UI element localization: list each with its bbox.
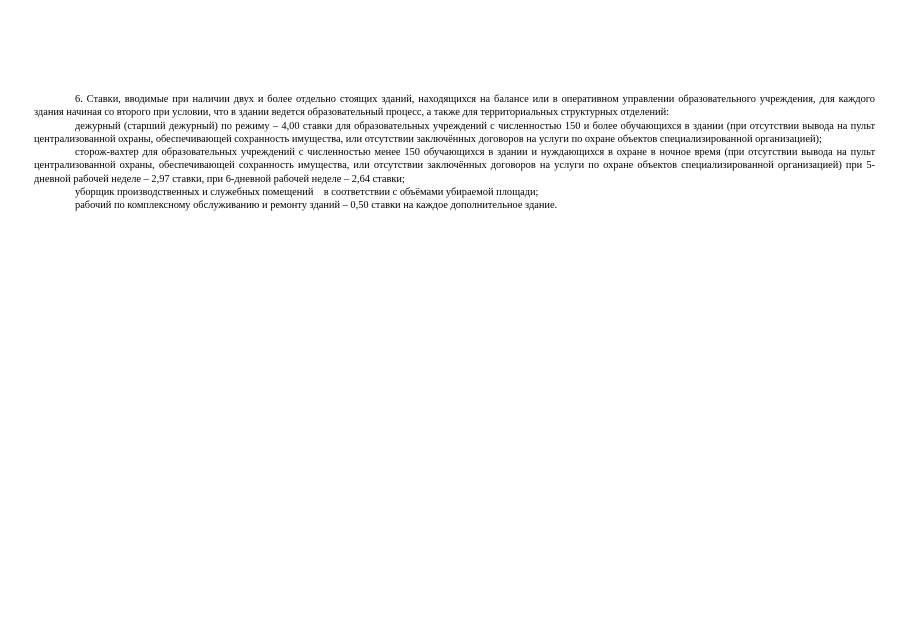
paragraph-rates-intro: 6. Ставки, вводимые при наличии двух и более отдельно стоящих зданий, находящихся на балансе или в оперативном управлении образовательного учреждения, для каждого здания начиная со второго при условии, что в здании ведется образовательный процесс, а также для территориальных структурных отделений: (34, 94, 875, 119)
paragraph-cleaner: уборщик производственных и служебных помещений в соответствии с объёмами убираемой площади; (75, 187, 539, 199)
paragraph-watchman: сторож-вахтер для образовательных учреждений с численностью менее 150 обучающихся в здании и нуждающихся в охране в ночное время (при отсутствии вывода на пульт централизованной охраны, обеспечивающей сохранность имущества, или отсутствии заключённых договоров на услуги по охране объектов специализированной организацией) при 5-дневной рабочей неделе – 2,97 ставки, при 6-дневной рабочей неделе – 2,64 ставки; (34, 147, 875, 185)
document-body (34, 93, 875, 213)
paragraph-maintenance-worker: рабочий по комплексному обслуживанию и ремонту зданий – 0,50 ставки на каждое дополнительное здание. (75, 200, 558, 212)
paragraph-duty-officer: дежурный (старший дежурный) по режиму – 4,00 ставки для образовательных учреждений с численностью 150 и более обучающихся в здании (при отсутствии вывода на пульт централизованной охраны, обеспечивающей сохранность имущества, или отсутствии заключённых договоров на услуги по охране объектов специализированной организацией); (34, 120, 875, 145)
